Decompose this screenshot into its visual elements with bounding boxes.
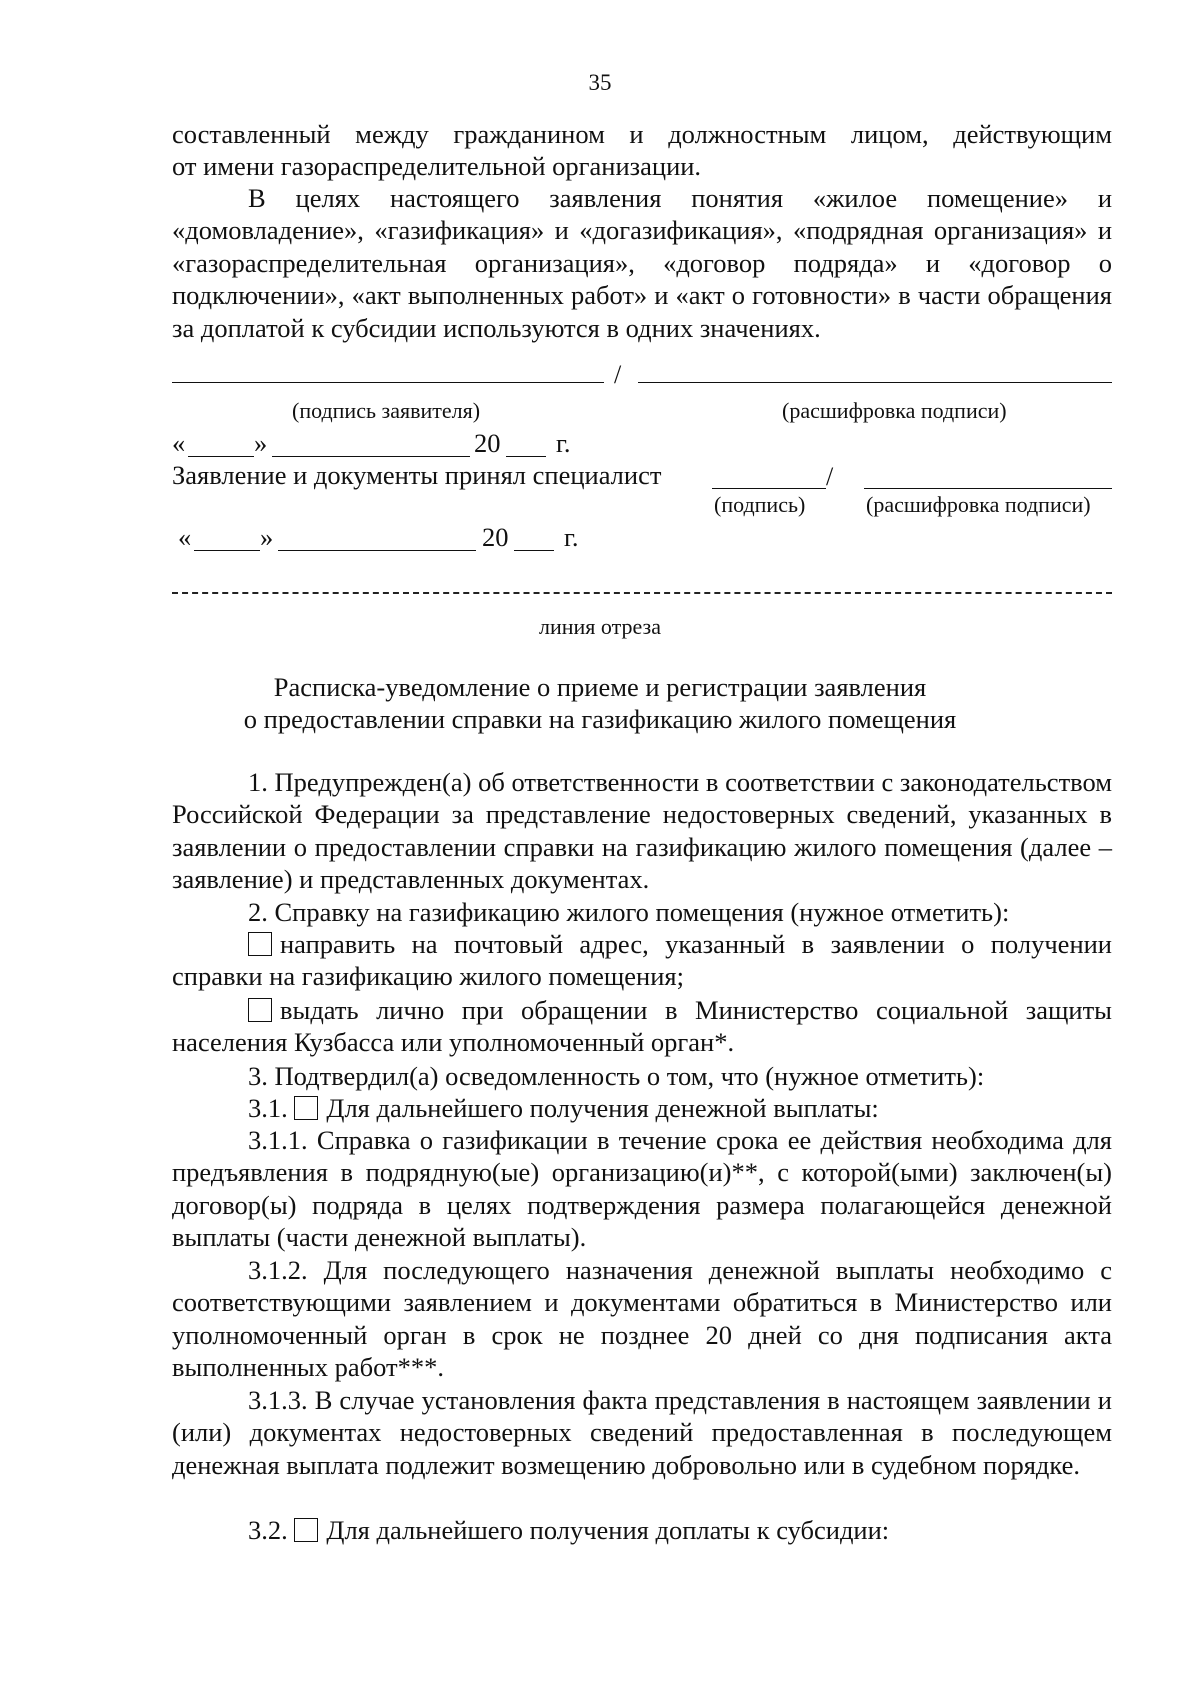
applicant-decoding-caption: (расшифровка подписи) [782, 398, 1007, 423]
checkbox-cash-payment[interactable] [294, 1096, 318, 1120]
receipt-item-2: 2. Справку на газификацию жилого помещения (нужное отметить): [248, 897, 1010, 927]
item-3-1-3: 3.1.3. В случае установления факта представления в настоящем заявлении и (или) документах недостоверных сведений предоставленная в последующем денежная выплата подлежит возмещению добровольно или в судебном порядке. [172, 1385, 1112, 1480]
option-mail-text: направить на почтовый адрес, указанный в заявлении о получении справки на газификацию жилого помещения; [172, 929, 1112, 992]
applicant-decoding-line[interactable] [638, 382, 1112, 383]
intro-paragraph: В целях настоящего заявления понятия «жилое помещение» и «домовладение», «газификация» и «догазификация», «подрядная организация» и «газораспределительная организация», «договор подряда» и «договор о подключении», «акт выполненных работ» и «акт о готовности» в части обращения за доплатой к субсидии используются в одних значениях. [172, 183, 1112, 343]
date1-year-suffix: г. [556, 428, 571, 458]
specialist-label: Заявление и документы принял специалист [172, 460, 662, 490]
date2-year-suffix: г. [564, 522, 579, 552]
date2-close-quote: » [260, 522, 274, 552]
checkbox-mail[interactable] [248, 932, 272, 956]
checkbox-personal[interactable] [248, 998, 272, 1022]
specialist-decoding-line[interactable] [864, 488, 1112, 489]
date1-year-prefix: 20 [474, 428, 501, 458]
option-personal-text: выдать лично при обращении в Министерство социальной защиты населения Кузбасса или уполномоченный орган*. [172, 995, 1112, 1058]
item-3-1 [172, 1092, 1112, 1124]
applicant-signature-caption: (подпись заявителя) [292, 398, 481, 423]
item-3-1-1: 3.1.1. Справка о газификации в течение срока ее действия необходима для предъявления в подрядную(ые) организацию(и)**, с которой(ыми) заключен(ы) договор(ы) подряда в целях подтверждения размера полагающейся денежной выплаты (части денежной выплаты). [172, 1125, 1112, 1253]
specialist-signature-caption: (подпись) [714, 492, 806, 517]
signature-slash: / [614, 360, 622, 389]
intro-line-1: составленный между гражданином и должностным лицом, действующим [172, 119, 1112, 149]
specialist-signature-line[interactable] [712, 488, 826, 489]
receipt-item-3: 3. Подтвердил(а) осведомленность о том, что (нужное отметить): [248, 1061, 985, 1091]
option-personal [172, 994, 1112, 1059]
item-3-1-number: 3.1. [248, 1093, 288, 1123]
date2-open-quote: « [178, 522, 192, 552]
date2-year-line[interactable] [514, 550, 554, 551]
option-mail [172, 928, 1112, 993]
item-3-1-text: Для дальнейшего получения денежной выплаты: [326, 1093, 879, 1123]
receipt-title-line-1: Расписка-уведомление о приеме и регистрации заявления [273, 672, 927, 702]
cut-line-label: линия отреза [539, 614, 661, 639]
checkbox-subsidy-supplement[interactable] [294, 1518, 318, 1542]
item-3-2-number: 3.2. [248, 1515, 288, 1545]
date1-day-line[interactable] [188, 456, 254, 457]
intro-line-2: от имени газораспределительной организации. [172, 151, 702, 181]
receipt-title-line-2: о предоставлении справки на газификацию жилого помещения [243, 704, 957, 734]
date2-year-prefix: 20 [482, 522, 509, 552]
receipt-item-1: 1. Предупрежден(а) об ответственности в соответствии с законодательством Российской Федерации за представление недостоверных сведений, указанных в заявлении о предоставлении справки на газификацию жилого помещения (далее – заявление) и представленных документах. [172, 767, 1112, 895]
date2-month-line[interactable] [278, 550, 476, 551]
date1-close-quote: » [254, 428, 268, 458]
item-3-1-2: 3.1.2. Для последующего назначения денежной выплаты необходимо с соответствующими заявлением и документами обратиться в Министерство или уполномоченный орган в срок не позднее 20 дней со дня подписания акта выполненных работ***. [172, 1255, 1112, 1383]
specialist-decoding-caption: (расшифровка подписи) [866, 492, 1091, 517]
date1-year-line[interactable] [506, 456, 546, 457]
item-3-2 [172, 1514, 1112, 1546]
cut-line [172, 592, 1112, 594]
date2-day-line[interactable] [194, 550, 260, 551]
page-number: 35 [588, 70, 612, 95]
specialist-slash: / [826, 462, 834, 491]
date1-month-line[interactable] [272, 456, 470, 457]
date1-open-quote: « [172, 428, 186, 458]
applicant-signature-line[interactable] [172, 382, 604, 383]
item-3-2-text: Для дальнейшего получения доплаты к субсидии: [326, 1515, 890, 1545]
